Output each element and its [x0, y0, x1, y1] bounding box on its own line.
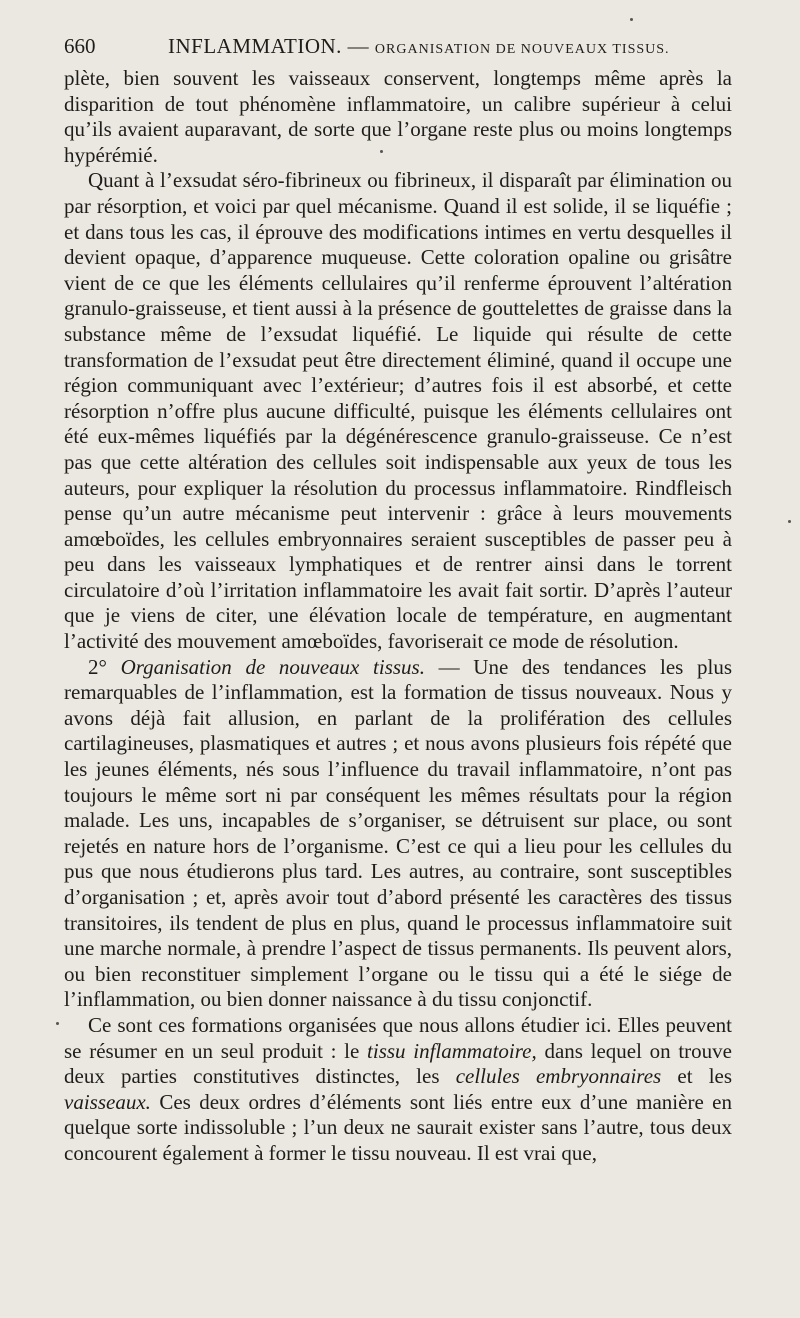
running-title-main: INFLAMMATION.	[168, 34, 342, 58]
paper-speck	[56, 1022, 59, 1025]
paragraph-4-part-b: dans lequel on trouve deux parties constitutives distinctes, les	[64, 1038, 732, 1089]
paragraph-3-text: Une des tendances les plus remarquables de l’inflammation, est la formation de tissus nouveaux. Nous y avons déjà fait allusion, en parlant de la prolifération des cellules cartilagineuses, plasmatiques et autres ; et nous avons plusieurs fois répété que les jeunes éléments, nés sous l’influence du travail inflammatoire, n’ont pas toujours le même sort ni par conséquent les mêmes résultats pour la région malade. Les uns, incapables de s’organiser, se détruisent sur place, ou sont rejetés en nature hors de l’organisme. C’est ce qui a lieu pour les cellules du pus que nous étudierons plus tard. Les autres, au contraire, sont susceptibles d’organisation ; et, après avoir tout d’abord présenté les caractères des tissus transitoires, ils tendent de plus en plus, quand le processus inflammatoire suit une marche normale, à prendre l’aspect de tissus permanents. Ils peuvent alors, ou bien reconstituer simplement l’organe ou le tissu qui a été le siége de l’inflammation, ou bien donner naissance à du tissu conjonctif.	[64, 654, 733, 1012]
term-tissu-inflammatoire: tissu inflammatoire,	[367, 1038, 537, 1063]
paragraph-2: Quant à l’exsudat séro-fibrineux ou fibrineux, il disparaît par élimination ou par résorption, et voici par quel mécanisme. Quand il est solide, il se liquéfie ; et dans tous les cas, il éprouve des modifications intimes en vertu desquelles il devient opaque, d’apparence muqueuse. Cette coloration opaline ou grisâtre vient de ce que les éléments cellulaires qu’il renferme éprouvent l’altération granulo-graisseuse, et tient aussi à la présence de gouttelettes de graisse dans la substance même de l’exsudat liquéfié. Le liquide qui résulte de cette transformation de l’exsudat peut être directement éliminé, quand il occupe une région communiquant avec l’extérieur; d’autres fois il est absorbé, et cette résorption n’offre plus aucune difficulté, puisque les éléments cellulaires ont été eux-mêmes liquéfiés par la dégénérescence granulo-graisseuse. Ce n’est pas que cette altération des cellules soit indispensable aux yeux de tous les auteurs, pour expliquer la résolution du processus inflammatoire. Rindfleisch pense qu’un autre mécanisme peut intervenir : grâce à leurs mouvements amœboïdes, les cellules embryonnaires seraient susceptibles de passer peu à peu dans les vaisseaux lymphatiques et de rentrer ainsi dans le torrent circulatoire d’où l’irritation inflammatoire les avait fait sortir. D’après l’auteur que je viens de citer, une élévation locale de température, en augmentant l’activité des mouvement amœboïdes, favoriserait ce mode de résolution.	[64, 168, 732, 654]
paragraph-4-part-d: Ces deux ordres d’éléments sont liés entre eux d’une manière en quelque sorte indissoluble ; l’un deux ne saurait exister sans l’autre, tous deux concourent également à former le tissu nouveau. Il est vrai que,	[64, 1089, 732, 1165]
paragraph-3	[64, 655, 732, 1013]
paragraph-4-part-a: Ce sont ces formations organisées que nous allons étudier ici. Elles peuvent se résumer en un seul produit : le	[64, 1012, 732, 1063]
page-body	[64, 66, 732, 1167]
running-header	[64, 34, 730, 60]
paragraph-4	[64, 1013, 732, 1167]
running-title-sub: ORGANISATION DE NOUVEAUX TISSUS.	[374, 42, 670, 57]
running-title	[168, 34, 670, 59]
term-cellules-embryonnaires: cellules embryonnaires	[455, 1064, 662, 1089]
paragraph-4-part-c: et les	[677, 1064, 733, 1089]
running-title-dash: —	[347, 34, 370, 58]
section-number: 2°	[88, 654, 107, 679]
page-number: 660	[64, 34, 96, 58]
paragraph-1: plète, bien souvent les vaisseaux conservent, longtemps même après la disparition de tout phénomène inflammatoire, un calibre supérieur à celui qu’ils avaient auparavant, de sorte que l’organe reste plus ou moins longtemps hypérémié.	[64, 66, 732, 167]
paper-speck	[380, 150, 383, 153]
term-vaisseaux: vaisseaux.	[64, 1089, 151, 1114]
paper-speck	[788, 520, 791, 523]
paper-speck	[630, 18, 633, 21]
section-title: Organisation de nouveaux tissus.	[120, 654, 425, 679]
section-dash: —	[438, 654, 460, 679]
